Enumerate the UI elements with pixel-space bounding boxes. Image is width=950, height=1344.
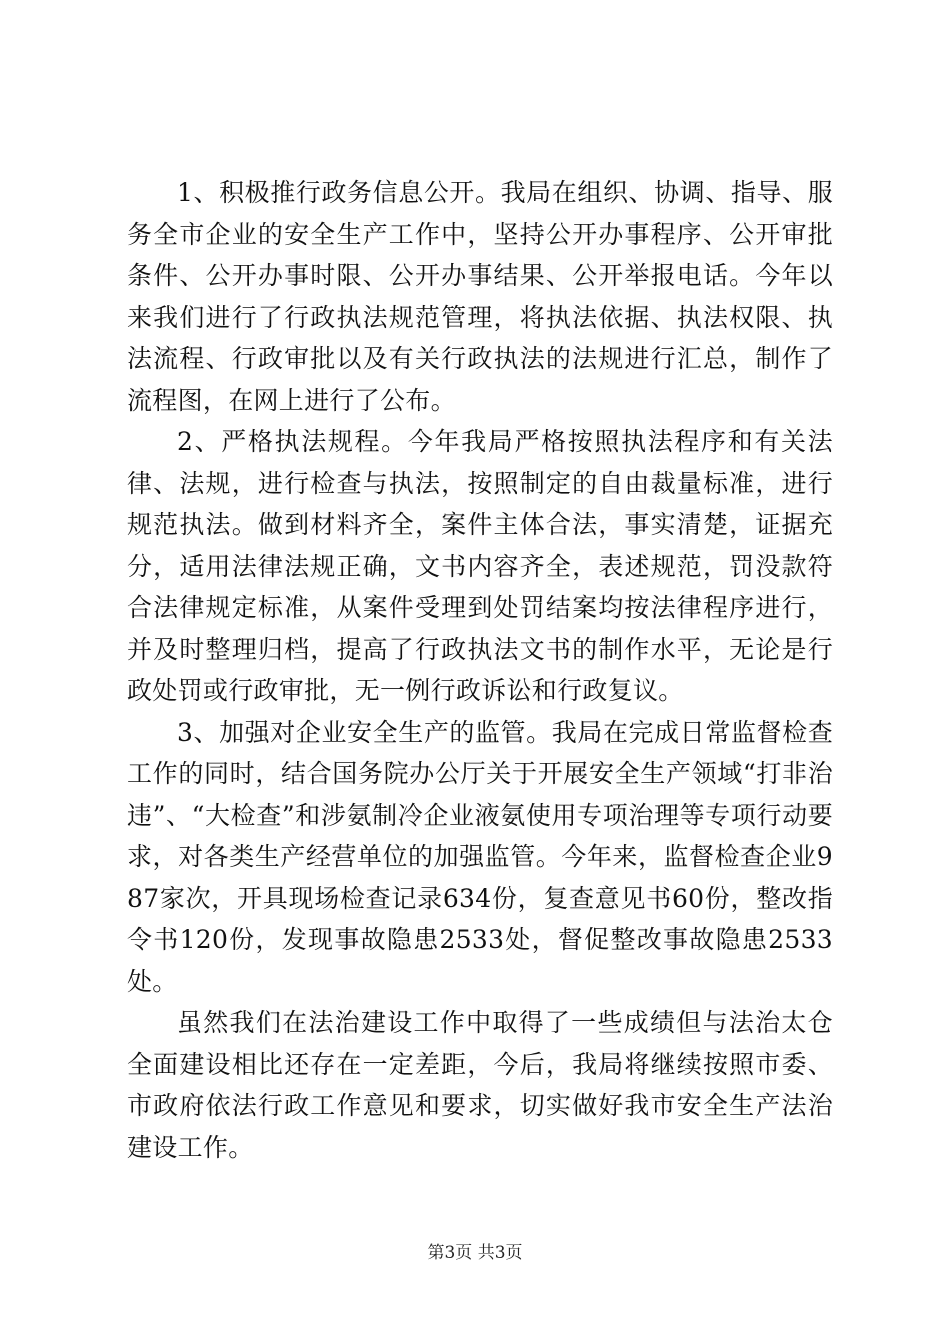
- paragraph-information-disclosure: 1、积极推行政务信息公开。我局在组织、协调、指导、服务全市企业的安全生产工作中，坚持公开办事程序、公开审批条件、公开办事时限、公开办事结果、公开举报电话。今年以来我们进行了行政执法规范管理，将执法依据、执法权限、执法流程、行政审批以及有关行政执法的法规进行汇总，制作了流程图，在网上进行了公布。: [127, 178, 833, 415]
- document-body: [127, 172, 833, 1168]
- page-number-footer: 第3页 共3页: [427, 1243, 523, 1263]
- paragraph-conclusion: 虽然我们在法治建设工作中取得了一些成绩但与法治太仓全面建设相比还存在一定差距，今后，我局将继续按照市委、市政府依法行政工作意见和要求，切实做好我市安全生产法治建设工作。: [127, 1008, 833, 1162]
- paragraph-law-enforcement: 2、严格执法规程。今年我局严格按照执法程序和有关法律、法规，进行检查与执法，按照制定的自由裁量标准，进行规范执法。做到材料齐全，案件主体合法，事实清楚，证据充分，适用法律法规正确，文书内容齐全，表述规范，罚没款符合法律规定标准，从案件受理到处罚结案均按法律程序进行，并及时整理归档，提高了行政执法文书的制作水平，无论是行政处罚或行政审批，无一例行政诉讼和行政复议。: [127, 427, 833, 705]
- paragraph-safety-supervision: 3、加强对企业安全生产的监管。我局在完成日常监督检查工作的同时，结合国务院办公厅关于开展安全生产领域“打非治违”、“大检查”和涉氨制冷企业液氨使用专项治理等专项行动要求，对各类生产经营单位的加强监管。今年来，监督检查企业987家次，开具现场检查记录634份，复查意见书60份，整改指令书120份，发现事故隐患2533处，督促整改事故隐患2533处。: [127, 717, 833, 996]
